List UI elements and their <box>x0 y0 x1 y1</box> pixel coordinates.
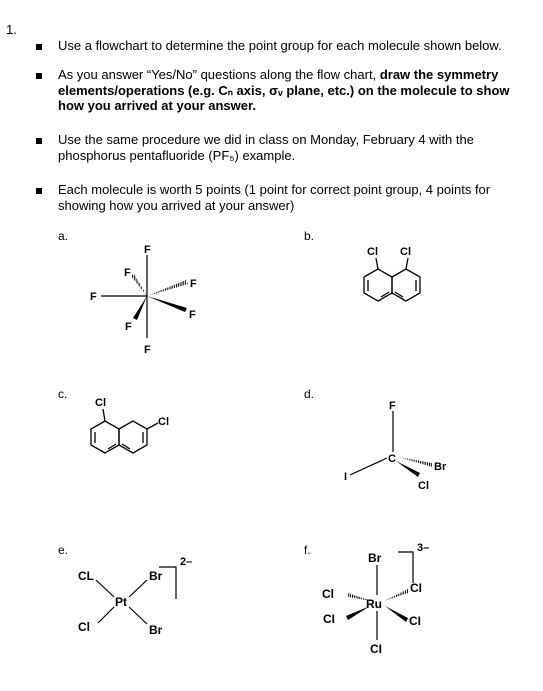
hashed-bond-a <box>147 280 188 296</box>
molecule-c <box>91 409 158 453</box>
db-c-4 <box>122 444 130 449</box>
bond-d-i <box>350 458 387 475</box>
bond-c-cl1 <box>103 409 105 421</box>
charge-e: 2– <box>180 556 193 568</box>
bond-e-cl2 <box>98 607 114 623</box>
atom-a-lowleft: F <box>125 321 132 333</box>
atom-a-left: F <box>90 291 97 303</box>
atom-e-pt: Pt <box>115 595 127 609</box>
atom-f-ru: Ru <box>366 597 382 611</box>
db-b-2 <box>381 292 389 297</box>
wedge-bond-d <box>396 461 420 477</box>
question-number: 1. <box>6 22 17 37</box>
atom-d-c: C <box>388 453 396 465</box>
bracket-f <box>398 552 413 583</box>
db-c-2 <box>108 444 116 449</box>
atom-a-lowright: F <box>189 309 196 321</box>
atom-b-cl2: Cl <box>400 246 411 258</box>
bond-b-cl2 <box>406 258 408 269</box>
bond-e-br1 <box>129 580 147 597</box>
atom-d-cl: Cl <box>418 480 429 492</box>
atom-a-upleft: F <box>124 267 131 279</box>
part-label-b: b. <box>304 229 315 243</box>
bond-b-cl1 <box>376 258 378 269</box>
hashed-bond-f2 <box>384 589 408 601</box>
hashed-bond-a2 <box>131 274 147 296</box>
part-label-e: e. <box>58 543 69 557</box>
bullet-text-4: Each molecule is worth 5 points (1 point for correct point group, 4 points for showing how you arrived at your answer) <box>58 182 491 213</box>
bond-c-cl2 <box>147 423 158 429</box>
atom-f-cl4: CI <box>409 614 421 628</box>
charge-f: 3– <box>417 542 430 554</box>
atom-e-br2: Br <box>149 623 163 637</box>
atom-c-cl1: Cl <box>95 397 106 409</box>
atom-c-cl2: Cl <box>158 416 169 428</box>
wedge-bond-a2 <box>133 296 147 320</box>
atom-d-br: Br <box>434 461 447 473</box>
molecule-d <box>350 411 432 477</box>
part-label-f: f. <box>304 543 311 557</box>
atom-f-cl1: Cl <box>322 587 334 601</box>
molecule-b <box>364 258 420 301</box>
bullet-text-2-plain: As you answer “Yes/No” questions along the flow chart, <box>58 67 380 82</box>
atom-f-cl5: CI <box>370 642 382 656</box>
bullet-text-3: Use the same procedure we did in class on Monday, February 4 with the phosphorus pentafluoride (PF₅) example. <box>58 132 474 163</box>
atom-d-f: F <box>389 400 396 412</box>
atom-a-top: F <box>144 244 151 256</box>
molecule-f <box>346 552 413 640</box>
bullet-text-1: Use a flowchart to determine the point group for each molecule shown below. <box>58 38 502 53</box>
atom-a-upright: F <box>190 278 197 290</box>
atom-d-i: I <box>344 471 348 483</box>
molecule-e <box>96 567 176 624</box>
atom-f-cl3: CI <box>323 612 335 626</box>
wedge-bond-a <box>147 296 187 312</box>
atom-e-br1: Br <box>149 569 163 583</box>
wedge-bond-f2 <box>385 606 408 622</box>
atom-e-cl2: Cl <box>78 620 90 634</box>
db-b-4 <box>395 292 403 297</box>
bullet-text-2-bold: draw the symmetry elements/operations (e.g. Cₙ axis, σᵥ plane, etc.) on the molecule to show how you arrived at your answer. <box>58 67 510 113</box>
part-label-d: d. <box>304 387 315 401</box>
bond-e-cl1 <box>96 580 114 597</box>
part-label-c: c. <box>58 387 68 401</box>
atom-f-cl2: CI <box>410 581 422 595</box>
atom-f-br: Br <box>368 551 382 565</box>
bond-e-br2 <box>129 607 147 624</box>
atom-a-bottom: F <box>144 344 151 356</box>
part-label-a: a. <box>58 229 69 243</box>
atom-b-cl1: Cl <box>367 246 378 258</box>
molecule-a <box>101 255 188 338</box>
atom-e-cl1: CL <box>78 569 94 583</box>
